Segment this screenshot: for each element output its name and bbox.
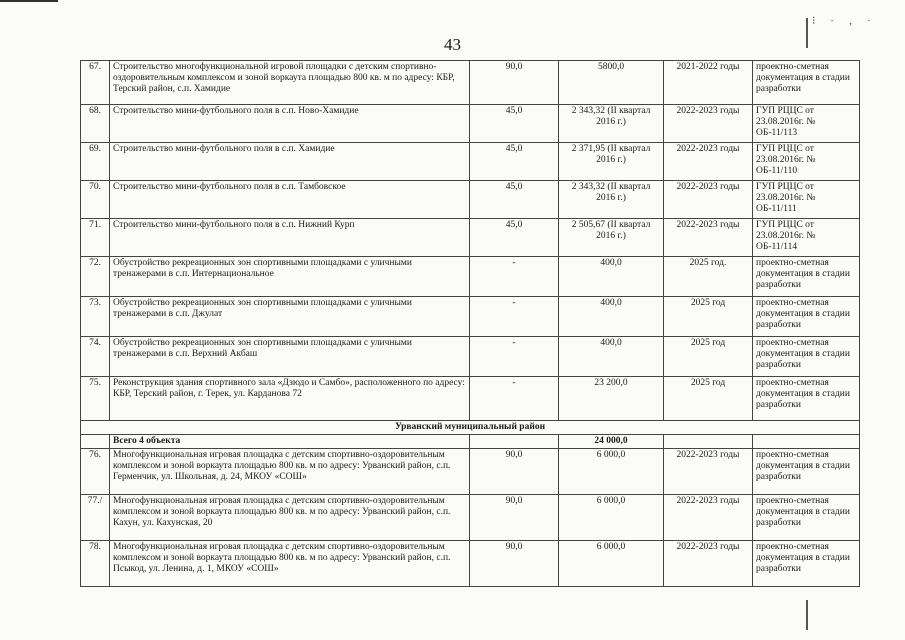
row-number: 76. — [81, 449, 110, 495]
status-value: проектно-сметная документация в стадии разработки — [753, 495, 860, 541]
section-title: Урванский муниципальный район — [81, 421, 860, 435]
cost-value: 6 000,0 — [559, 541, 664, 587]
years-value: 2022-2023 годы — [664, 495, 753, 541]
status-value: ГУП РЦЦС от 23.08.2016г. № ОБ-11/111 — [753, 181, 860, 219]
status-value: проектно-сметная документация в стадии разработки — [753, 257, 860, 297]
cost-value: 400,0 — [559, 337, 664, 377]
object-name: Многофункциональная игровая площадка с детским спортивно-оздоровительным комплексом и зоной воркаута площадью 800 кв. м по адресу: Урванский район, с.п. Псыкод, ул. Ленина, д. 1, МКОУ «СОШ» — [110, 541, 470, 587]
status-value: проектно-сметная документация в стадии разработки — [753, 377, 860, 421]
object-name: Обустройство рекреационных зон спортивными площадками с уличными тренажерами в с.п. Верхний Акбаш — [110, 337, 470, 377]
area-value: - — [470, 257, 559, 297]
area-value: 90,0 — [470, 61, 559, 105]
objects-table — [80, 60, 860, 587]
row-number: 71. — [81, 219, 110, 257]
table-row — [81, 257, 860, 297]
page-number: 43 — [444, 35, 461, 54]
row-number: 75. — [81, 377, 110, 421]
row-number: 68. — [81, 105, 110, 143]
table-row — [81, 143, 860, 181]
object-name: Обустройство рекреационных зон спортивными площадками с уличными тренажерами в с.п. Интернациональное — [110, 257, 470, 297]
cost-value: 2 343,32 (II квартал 2016 г.) — [559, 105, 664, 143]
years-value: 2022-2023 годы — [664, 449, 753, 495]
row-number: 70. — [81, 181, 110, 219]
table-body-urvan-header — [81, 421, 860, 449]
area-value: - — [470, 377, 559, 421]
table-row — [81, 495, 860, 541]
area-value: 90,0 — [470, 541, 559, 587]
table-row — [81, 377, 860, 421]
area-value: - — [470, 297, 559, 337]
status-value: проектно-сметная документация в стадии разработки — [753, 449, 860, 495]
years-value: 2022-2023 годы — [664, 105, 753, 143]
object-name: Многофункциональная игровая площадка с детским спортивно-оздоровительным комплексом и зоной воркаута площадью 800 кв. м по адресу: Урванский район, с.п. Герменчик, ул. Школьная, д. 24, МКОУ «СОШ» — [110, 449, 470, 495]
object-name: Строительство мини-футбольного поля в с.п. Нижний Курп — [110, 219, 470, 257]
scan-side-mark — [806, 600, 808, 630]
table-row — [81, 337, 860, 377]
years-value: 2022-2023 годы — [664, 181, 753, 219]
cost-value: 400,0 — [559, 257, 664, 297]
cost-value: 400,0 — [559, 297, 664, 337]
cost-value: 2 343,32 (II квартал 2016 г.) — [559, 181, 664, 219]
table-row — [81, 105, 860, 143]
object-name: Обустройство рекреационных зон спортивными площадками с уличными тренажерами в с.п. Джулат — [110, 297, 470, 337]
row-number: 74. — [81, 337, 110, 377]
row-number: 73. — [81, 297, 110, 337]
status-value: проектно-сметная документация в стадии разработки — [753, 541, 860, 587]
area-value: 90,0 — [470, 449, 559, 495]
cost-value: 5800,0 — [559, 61, 664, 105]
total-value: 24 000,0 — [559, 435, 664, 449]
cost-value: 6 000,0 — [559, 495, 664, 541]
area-value: 90,0 — [470, 495, 559, 541]
table-row — [81, 61, 860, 105]
years-value: 2022-2023 годы — [664, 143, 753, 181]
total-row — [81, 435, 860, 449]
object-name: Реконструкция здания спортивного зала «Дзюдо и Самбо», расположенного по адресу: КБР, Терский район, г. Терек, ул. Карданова 72 — [110, 377, 470, 421]
status-value: проектно-сметная документация в стадии разработки — [753, 61, 860, 105]
cost-value: 2 371,95 (II квартал 2016 г.) — [559, 143, 664, 181]
status-value: проектно-сметная документация в стадии разработки — [753, 297, 860, 337]
object-name: Строительство мини-футбольного поля в с.п. Ново-Хамидие — [110, 105, 470, 143]
row-number: 72. — [81, 257, 110, 297]
object-name: Многофункциональная игровая площадка с детским спортивно-оздоровительным комплексом и зоной воркаута площадью 800 кв. м по адресу: Урванский район, с.п. Кахун, ул. Кахунская, 20 — [110, 495, 470, 541]
years-value: 2025 год — [664, 337, 753, 377]
area-value: 45,0 — [470, 219, 559, 257]
row-number: 69. — [81, 143, 110, 181]
table-row — [81, 297, 860, 337]
years-value: 2025 год — [664, 297, 753, 337]
object-name: Строительство мини-футбольного поля в с.п. Тамбовское — [110, 181, 470, 219]
status-value: ГУП РЦЦС от 23.08.2016г. № ОБ-11/113 — [753, 105, 860, 143]
years-value: 2022-2023 годы — [664, 541, 753, 587]
status-value: проектно-сметная документация в стадии разработки — [753, 337, 860, 377]
table-row — [81, 219, 860, 257]
object-name: Строительство мини-футбольного поля в с.п. Хамидие — [110, 143, 470, 181]
area-value: 45,0 — [470, 181, 559, 219]
object-name: Строительство многофункциональной игровой площадки с детским спортивно-оздоровительным комплексом и зоной воркаута площадью 800 кв. м по адресу: КБР, Терский район, с.п. Хамидие — [110, 61, 470, 105]
section-row — [81, 421, 860, 435]
row-number: 77./ — [81, 495, 110, 541]
cost-value: 2 505,67 (II квартал 2016 г.) — [559, 219, 664, 257]
scan-corner-line — [0, 0, 58, 2]
table-body-terek — [81, 61, 860, 421]
table-row — [81, 541, 860, 587]
area-value: 45,0 — [470, 143, 559, 181]
row-number: 78. — [81, 541, 110, 587]
table-row — [81, 181, 860, 219]
years-value: 2022-2023 годы — [664, 219, 753, 257]
area-value: - — [470, 337, 559, 377]
status-value: ГУП РЦЦС от 23.08.2016г. № ОБ-11/114 — [753, 219, 860, 257]
row-number: 67. — [81, 61, 110, 105]
table-body-urvan — [81, 449, 860, 587]
years-value: 2021-2022 годы — [664, 61, 753, 105]
scan-marks: ⁝ · ‚ · — [812, 15, 877, 27]
table-row — [81, 449, 860, 495]
total-label: Всего 4 объекта — [110, 435, 470, 449]
years-value: 2025 год. — [664, 257, 753, 297]
years-value: 2025 год — [664, 377, 753, 421]
cost-value: 23 200,0 — [559, 377, 664, 421]
area-value: 45,0 — [470, 105, 559, 143]
cost-value: 6 000,0 — [559, 449, 664, 495]
status-value: ГУП РЦЦС от 23.08.2016г. № ОБ-11/110 — [753, 143, 860, 181]
